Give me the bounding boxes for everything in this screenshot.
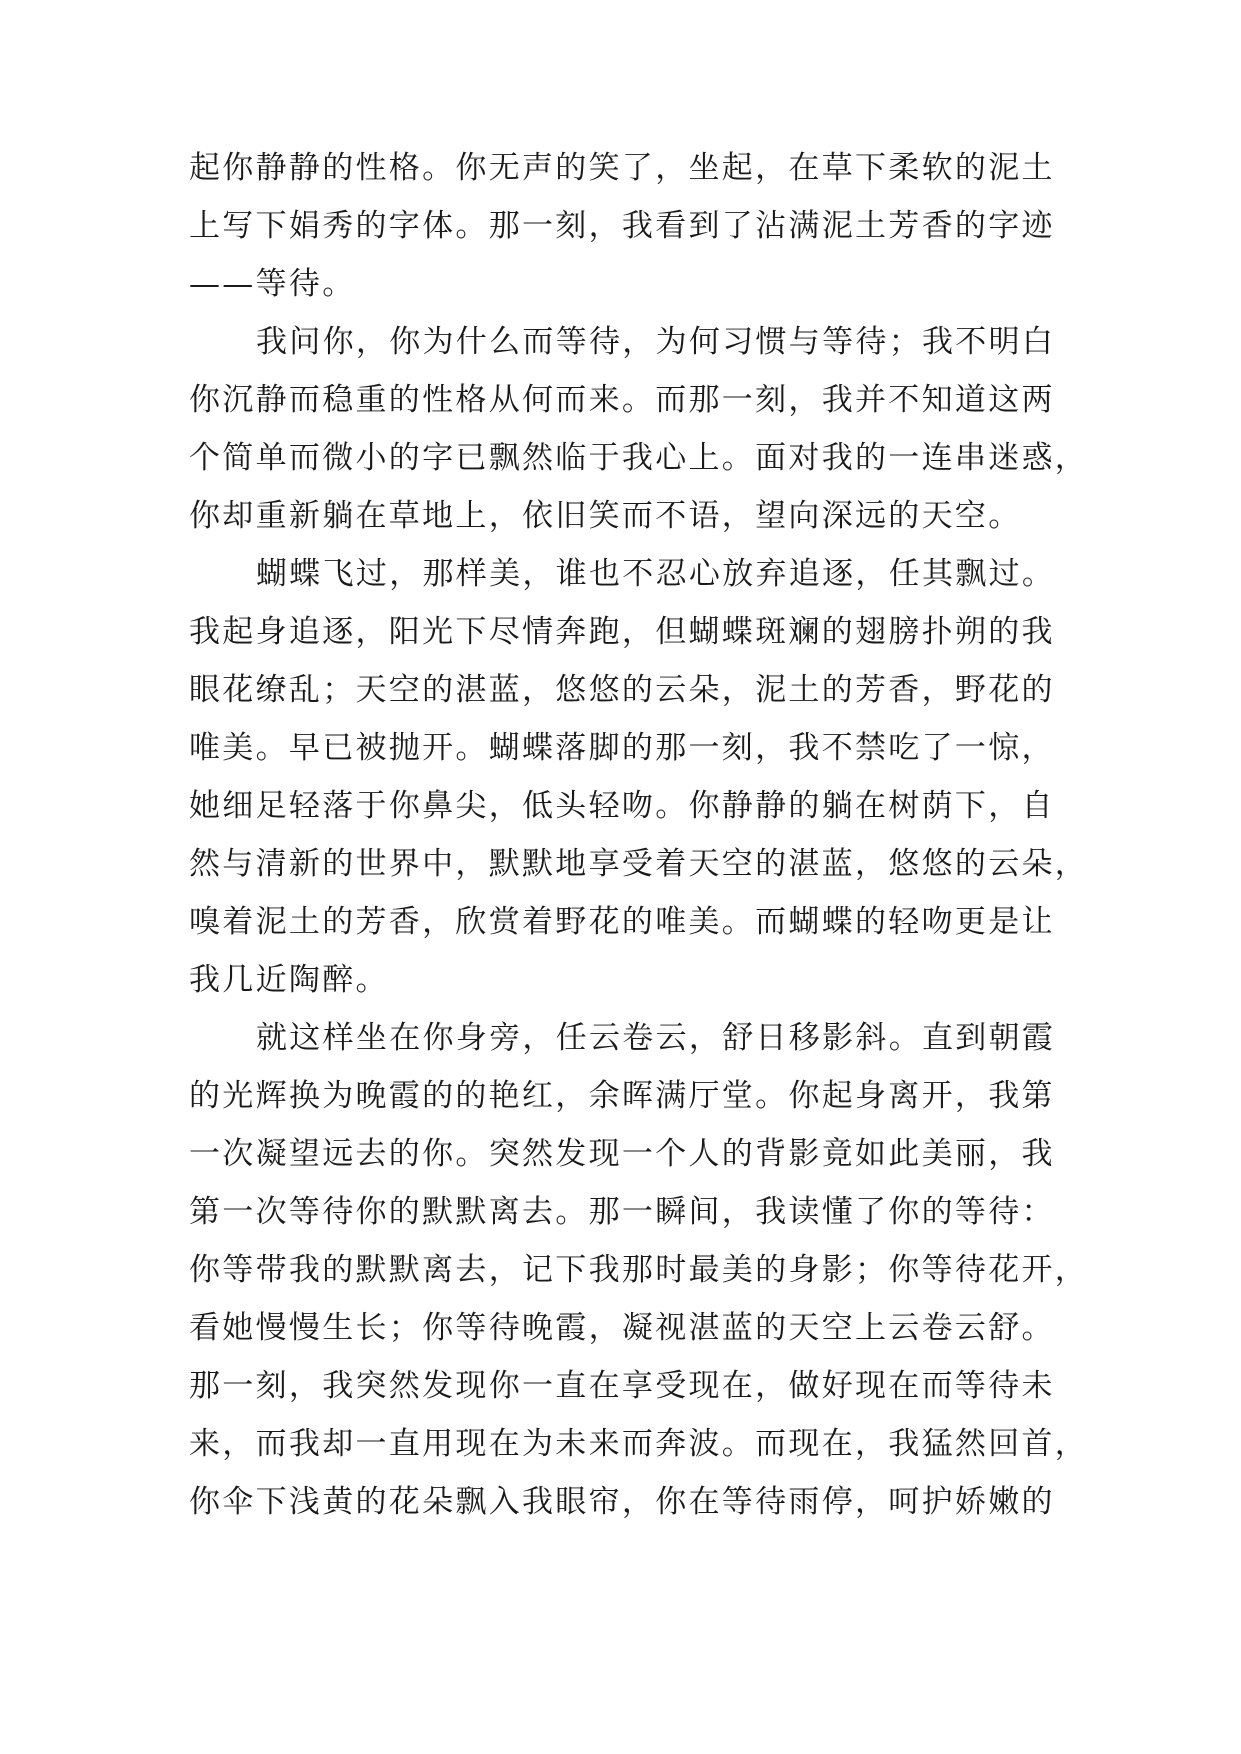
- paragraph-first-line: 就这样坐在你身旁，任云卷云，舒日移影斜。直到朝霞: [256, 1020, 1056, 1056]
- text-line: 你伞下浅黄的花朵飘入我眼帘，你在等待雨停，呵护娇嫩的: [189, 1484, 1055, 1520]
- text-line: 你等带我的默默离去，记下我那时最美的身影；你等待花开，: [189, 1252, 1089, 1288]
- text-line: 个简单而微小的字已飘然临于我心上。面对我的一连串迷惑，: [189, 440, 1089, 476]
- text-line: 上写下娟秀的字体。那一刻，我看到了沾满泥土芳香的字迹: [189, 208, 1055, 244]
- text-line: 的光辉换为晚霞的的艳红，余晖满厅堂。你起身离开，我第: [189, 1078, 1055, 1114]
- text-line: 一次凝望远去的你。突然发现一个人的背影竟如此美丽，我: [189, 1136, 1055, 1172]
- text-line: 然与清新的世界中，默默地享受着天空的湛蓝，悠悠的云朵，: [189, 846, 1089, 882]
- text-line: 那一刻，我突然发现你一直在享受现在，做好现在而等待未: [189, 1368, 1055, 1404]
- paragraph-first-line: 蝴蝶飞过，那样美，谁也不忍心放弃追逐，任其飘过。: [256, 556, 1056, 592]
- text-line: 嗅着泥土的芳香，欣赏着野花的唯美。而蝴蝶的轻吻更是让: [189, 904, 1055, 940]
- text-line: 唯美。早已被抛开。蝴蝶落脚的那一刻，我不禁吃了一惊，: [189, 730, 1055, 766]
- text-line: 我几近陶醉。: [189, 962, 389, 998]
- text-line: 我起身追逐，阳光下尽情奔跑，但蝴蝶斑斓的翅膀扑朔的我: [189, 614, 1055, 650]
- text-line: 来，而我却一直用现在为未来而奔波。而现在，我猛然回首，: [189, 1426, 1089, 1462]
- text-line: 她细足轻落于你鼻尖，低头轻吻。你静静的躺在树荫下，自: [189, 788, 1055, 824]
- essay-body: [189, 139, 1089, 1531]
- text-line: ——等待。: [189, 266, 356, 302]
- text-line: 第一次等待你的默默离去。那一瞬间，我读懂了你的等待：: [189, 1194, 1055, 1230]
- text-line: 起你静静的性格。你无声的笑了，坐起，在草下柔软的泥土: [189, 150, 1055, 186]
- text-line: 你却重新躺在草地上，依旧笑而不语，望向深远的天空。: [189, 498, 1022, 534]
- text-line: 眼花缭乱；天空的湛蓝，悠悠的云朵，泥土的芳香，野花的: [189, 672, 1055, 708]
- paragraph-first-line: 我问你，你为什么而等待，为何习惯与等待；我不明白: [256, 324, 1056, 360]
- text-line: 你沉静而稳重的性格从何而来。而那一刻，我并不知道这两: [189, 382, 1055, 418]
- text-line: 看她慢慢生长；你等待晚霞，凝视湛蓝的天空上云卷云舒。: [189, 1310, 1055, 1346]
